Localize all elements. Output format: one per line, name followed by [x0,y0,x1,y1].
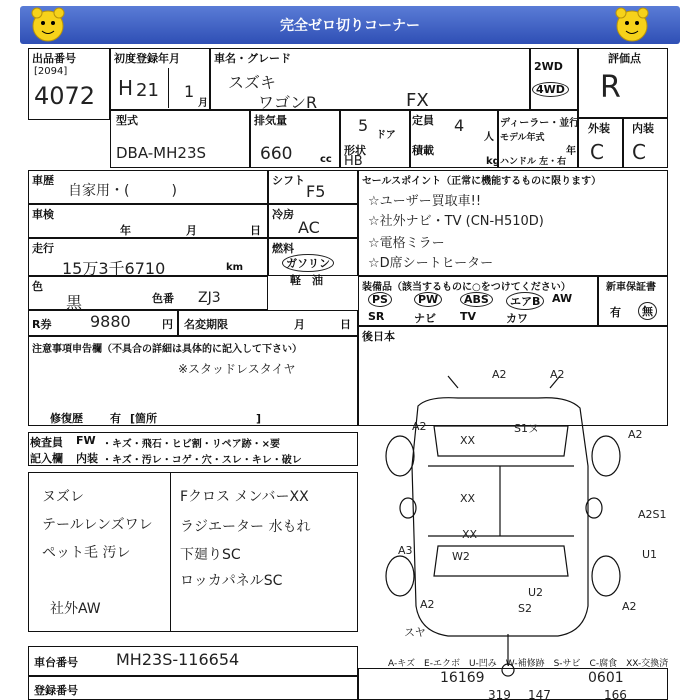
bottom-a: 16169 [440,670,485,686]
exterior-label: 外装 [588,122,610,135]
mileage-value: 15万3千6710 [62,259,166,278]
equipment-item: カワ [506,312,528,325]
first-reg-label: 初度登録年月 [114,52,180,65]
aircon-value: AC [298,218,320,237]
shift-label: シフト [272,174,305,187]
lot-label: 出品番号 [32,52,76,65]
mileage-label: 走行 [32,242,54,255]
repair-bracket: [箇所 ] [130,412,262,425]
notes-label: 注意事項申告欄（不具合の詳細は具体的に記入して下さい） [32,344,302,355]
grade-name: FX [406,90,429,111]
bottom-c: 319 [488,688,511,700]
model-name: ワゴンR [258,93,318,112]
entry-label: 記入欄 [30,452,63,465]
sales-item-3: ☆電格ミラー [368,236,445,251]
lot-sub: [2094] [34,66,68,77]
diagram-damage-label: U1 [642,548,658,561]
remark-left-2: テールレンズワレ [42,517,153,533]
capacity-unit: 人 [484,132,494,143]
capacity-label: 定員 [412,114,434,127]
usage-label: 車歴 [32,174,54,187]
first-reg-month-unit: 月 [198,98,208,109]
sales-item-1: ☆ユーザー買取車!! [368,194,482,209]
inspector-label: 検査員 [30,436,63,449]
bottom-d: 147 [528,688,551,700]
equipment-item: エアB [506,292,544,310]
inspection-year: 年 [120,224,131,237]
first-reg-month: 1 [184,82,195,101]
remark-right-4: ロッカパネルSC [180,573,283,589]
equipment-item: PS [368,292,392,307]
sales-item-4: ☆D席シートヒーター [368,256,494,271]
banner-title: 完全ゼロ切りコーナー [280,18,420,34]
inspection-day: 日 [250,224,261,237]
banner [20,6,680,44]
displacement-unit: cc [320,154,332,165]
diagram-damage-label: A2 [628,428,643,441]
remark-right-2: ラジエーター 水もれ [180,519,311,535]
color-label: 色 [32,280,43,293]
recycle-unit: 円 [162,318,173,331]
shape-value: HB [344,154,363,169]
doors-value: 5 [358,116,369,135]
interior-label: 内装 [632,122,654,135]
first-reg-year: 21 [136,80,159,101]
name-change-label: 名変期限 [184,318,228,331]
diagram-damage-label: A2 [412,420,427,433]
fw-text: ・キズ・飛石・ヒビ割・リペア跡・×要 [102,439,280,450]
diagram-damage-label: U2 [528,586,544,599]
diagram-damage-label: A2 [492,368,507,381]
mascot-left-icon [26,2,70,46]
model-code-label: 型式 [116,114,138,127]
rating-label: 評価点 [608,52,641,65]
remark-right-1: Fクロス メンバーXX [180,489,309,505]
shift-value: F5 [306,182,326,201]
chassis-value: MH23S-116654 [116,650,240,669]
exterior-value: C [590,140,604,164]
diagram-damage-label: W2 [452,550,470,563]
displacement-label: 排気量 [254,114,287,127]
drive-2wd: 2WD [534,60,563,73]
inspection-month: 月 [186,224,197,237]
diagram-damage-label: A3 [398,544,413,557]
equipment-item: ナビ [414,312,436,325]
fw-label: FW [76,434,96,447]
color-code-label: 色番 [152,292,174,305]
rating-value: R [600,70,621,105]
diagram-damage-label: A2 [420,598,435,611]
remark-right-3: 下廻りSC [180,547,241,563]
car-damage-diagram [28,46,668,700]
inspection-label: 車検 [32,208,54,221]
equipment-item: PW [414,292,442,307]
displacement-value: 660 [260,144,293,164]
repair-yes: 有 [110,412,121,425]
model-year-unit: 年 [566,146,576,157]
load-label: 積載 [412,144,434,157]
recycle-label: R券 [32,318,52,331]
remark-left-4: 社外AW [50,601,101,617]
drive-4wd: 4WD [532,82,569,97]
handle-label: ハンドル 左・右 [500,157,567,167]
registration-label: 登録番号 [34,684,78,697]
diagram-damage-label: A2S1 [638,508,667,521]
usage-value: 自家用・( ) [68,183,177,199]
color-value: 黒 [66,293,83,312]
bottom-e: 166 [604,688,627,700]
maker-grade-label: 車名・グレード [214,52,291,65]
diagram-damage-label: S2 [518,602,532,615]
shape-label: 形状 [344,144,366,157]
equipment-item: AW [552,292,573,305]
warranty-yes: 有 [610,306,621,319]
model-code-value: DBA-MH23S [116,144,207,162]
fuel-label: 燃料 [272,242,294,255]
legend-text: A-キズ E-エクボ U-凹み W-補修跡 S-サビ C-腐食 XX-交換済 [388,659,669,669]
warranty-no: 無 [638,302,657,320]
diagram-damage-label: XX [460,434,476,447]
name-change-month: 月 [294,318,305,331]
recycle-value: 9880 [90,312,131,331]
lot-number: 4072 [34,82,96,110]
color-code: ZJ3 [198,290,221,306]
equipment-item: ABS [460,292,493,307]
aircon-label: 冷房 [272,208,294,221]
diagram-damage-label: S1ヌ [514,422,539,435]
chassis-label: 車台番号 [34,656,78,669]
remark-left-3: ペット毛 汚レ [42,545,131,561]
name-change-day: 日 [340,318,351,331]
diagram-damage-label: A2 [550,368,565,381]
notes-text: ※スタッドレスタイヤ [178,362,296,376]
diagram-damage-label: A2 [622,600,637,613]
equipment-item: SR [368,310,385,323]
first-reg-era: H [118,76,134,100]
diagram-damage-label: XX [462,528,478,541]
capacity-value: 4 [454,116,465,135]
int-label: 内装 [76,452,98,465]
after-day-label: 後日本 [362,330,395,343]
fuel-diesel: 軽 油 [290,274,323,287]
auction-sheet [28,46,668,700]
interior-value: C [632,140,646,164]
bottom-b: 0601 [588,670,624,686]
warranty-label: 新車保証書 [606,282,656,293]
diagram-damage-label: スヤ [404,626,426,639]
int-text: ・キズ・汚レ・コゲ・穴・スレ・キレ・破レ [102,455,302,466]
remark-left-1: ヌズレ [42,489,84,505]
diagram-damage-label: XX [460,492,476,505]
mascot-right-icon [610,2,654,46]
mileage-unit: km [226,262,244,273]
model-year-label: モデル年式 [500,133,545,143]
sales-label: セールスポイント（正常に機能するものに限ります） [362,176,602,187]
doors-unit: ドア [376,130,396,141]
load-unit: kg [486,156,500,167]
sales-item-2: ☆社外ナビ・TV (CN-H510D) [368,214,544,229]
dealer-label: ディーラー・並行 [500,118,580,129]
equipment-item: TV [460,310,477,323]
repair-label: 修復歴 [50,412,83,425]
maker-name: スズキ [228,73,277,92]
equipment-label: 装備品（該当するものに○をつけてください） [362,282,571,293]
fuel-gas: ガソリン [282,254,334,272]
